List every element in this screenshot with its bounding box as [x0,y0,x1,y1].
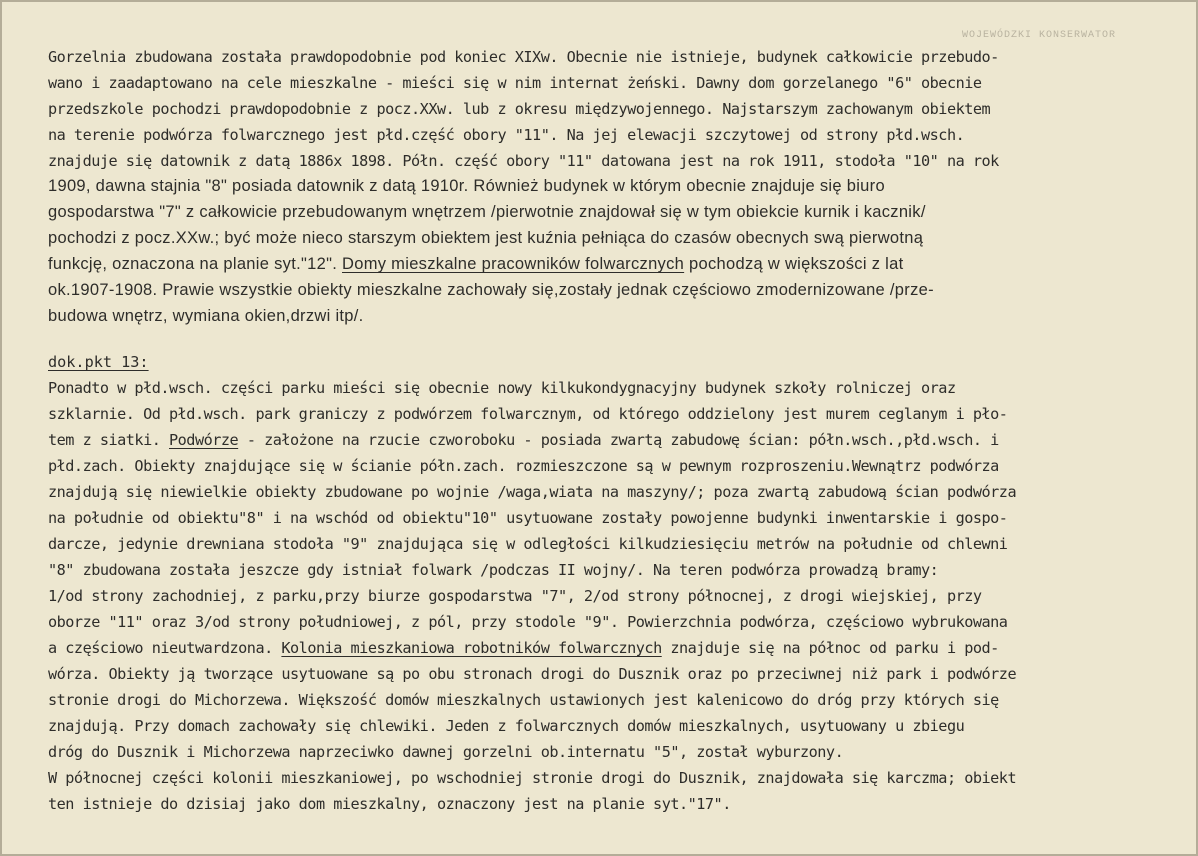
text-line-with-underline [48,429,999,451]
text-line-with-underline [48,253,903,275]
text-line: ok.1907-1908. Prawie wszystkie obiekty mieszkalne zachowały się,zostały jednak częściowo zmodernizowane /prze- [48,281,934,299]
text-segment: tem z siatki. [48,431,170,449]
underlined-heading-courtyard: Podwórze [169,431,239,449]
text-line: płd.zach. Obiekty znajdujące się w ścianie półn.zach. rozmieszczone są w pewnym rozproszeniu.Wewnątrz podwórza [48,457,999,475]
text-line-with-underline [48,637,999,659]
text-line: na terenie podwórza folwarcznego jest płd.część obory "11". Na jej elewacji szczytowej od strony płd.wsch. [48,126,965,144]
archive-stamp: WOJEWÓDZKI KONSERWATOR [962,30,1117,41]
text-line: gospodarstwa "7" z całkowicie przebudowanym wnętrzem /pierwotnie znajdował się w tym obiekcie kurnik i kacznik/ [48,203,926,221]
text-line: pochodzi z pocz.XXw.; być może nieco starszym obiektem jest kuźnia pełniąca do czasów obecnych swą pierwotną [48,229,924,247]
text-segment: - założone na rzucie czworoboku - posiada zwartą zabudowę ścian: półn.wsch.,płd.wsch. i [238,431,999,449]
text-line: znajduje się datownik z datą 1886x 1898. Półn. część obory "11" datowana jest na rok 1911, stodoła "10" na rok [48,152,999,170]
text-line: wórza. Obiekty ją tworzące usytuowane są po obu stronach drogi do Dusznik oraz po przeciwnej niż park i podwórze [48,665,1017,683]
text-line: stronie drogi do Michorzewa. Większość domów mieszkalnych ustawionych jest kalenicowo do dróg przy których się [48,691,999,709]
text-line: dróg do Dusznik i Michorzewa naprzeciwko dawnej gorzelni ob.internatu "5", został wyburzony. [48,743,844,761]
text-line: znajdują. Przy domach zachowały się chlewiki. Jeden z folwarcznych domów mieszkalnych, usytuowany u zbiegu [48,717,965,735]
text-line: znajdują się niewielkie obiekty zbudowane po wojnie /waga,wiata na maszyny/; poza zwartą zabudową ścian podwórza [48,483,1017,501]
text-line: darcze, jedynie drewniana stodoła "9" znajdująca się w odległości kilkudziesięciu metrów na południe od chlewni [48,535,1008,553]
section-heading: dok.pkt 13: [48,353,149,371]
underlined-heading-colony: Kolonia mieszkaniowa robotników folwarcznych [281,639,662,657]
text-line: wano i zaadaptowano na cele mieszkalne - mieści się w nim internat żeński. Dawny dom gorzelanego "6" obecnie [48,74,982,92]
text-line: W północnej części kolonii mieszkaniowej, po wschodniej stronie drogi do Dusznik, znajdowała się karczma; obiekt [48,769,1017,787]
text-segment: funkcję, oznaczona na planie syt."12". [48,255,343,273]
text-segment: pochodzą w większości z lat [684,255,904,273]
underlined-heading-houses: Domy mieszkalne pracowników folwarcznych [342,255,685,273]
text-line: 1/od strony zachodniej, z parku,przy biurze gospodarstwa "7", 2/od strony północnej, z drogi wiejskiej, przy [48,587,982,605]
text-line: Gorzelnia zbudowana została prawdopodobnie pod koniec XIXw. Obecnie nie istnieje, budynek całkowicie przebudo- [48,48,999,66]
text-line: na południe od obiektu"8" i na wschód od obiektu"10" usytuowane zostały powojenne budynki inwentarskie i gospo- [48,509,1008,527]
text-line: szklarnie. Od płd.wsch. park graniczy z podwórzem folwarcznym, od którego oddzielony jest murem ceglanym i pło- [48,405,1008,423]
text-segment: a częściowo nieutwardzona. [48,639,282,657]
text-segment: znajduje się na północ od parku i pod- [661,639,999,657]
text-line: budowa wnętrz, wymiana okien,drzwi itp/. [48,307,364,325]
text-line: 1909, dawna stajnia "8" posiada datownik z datą 1910r. Również budynek w którym obecnie znajduje się biuro [48,177,885,195]
text-line: "8" zbudowana została jeszcze gdy istniał folwark /podczas II wojny/. Na teren podwórza prowadzą bramy: [48,561,939,579]
text-line: oborze "11" oraz 3/od strony południowej, z pól, przy stodole "9". Powierzchnia podwórza, częściowo wybrukowana [48,613,1008,631]
text-line: ten istnieje do dzisiaj jako dom mieszkalny, oznaczony jest na planie syt."17". [48,795,731,813]
text-line: Ponadto w płd.wsch. części parku mieści się obecnie nowy kilkukondygnacyjny budynek szkoły rolniczej oraz [48,379,956,397]
text-line: przedszkole pochodzi prawdopodobnie z pocz.XXw. lub z okresu międzywojennego. Najstarszym zachowanym obiektem [48,100,991,118]
